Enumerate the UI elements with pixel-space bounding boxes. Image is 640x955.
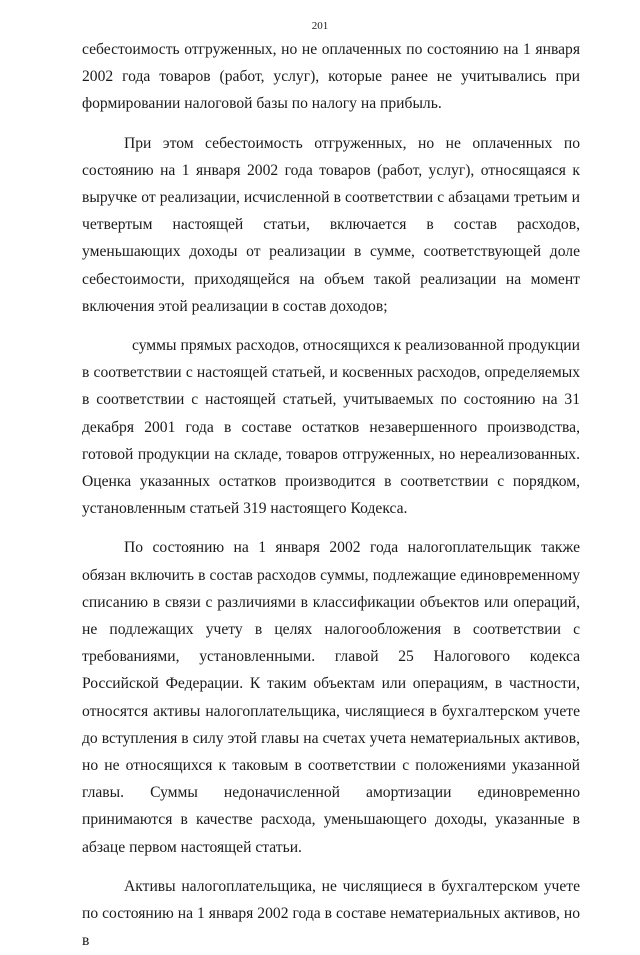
document-body [82,36,580,955]
paragraph-continuation: себестоимость отгруженных, но не оплаченных по состоянию на 1 января 2002 года товаров (работ, услуг), которые ранее не учитывались при формировании налоговой базы по налогу на прибыль. [82,41,580,113]
page-number: 201 [311,20,329,32]
paragraph-taxpayer-assets: Активы налогоплательщика, не числящиеся в бухгалтерском учете по состоянию на 1 января 2002 года в составе нематериальных активов, но в [82,877,580,950]
paragraph-taxpayer-obligation: По состоянию на 1 января 2002 года налогоплательщик также обязан включить в состав расходов суммы, подлежащие единовременному списанию в связи с различиями в классификации объектов или операций, не подлежащих учету в целях налогообложения в соответствии с требованиями, установленными. главой 25 Налогового кодекса Российской Федерации. К таким объектам или операциям, в частности, относятся активы налогоплательщика, числящиеся в бухгалтерском учете до вступления в силу этой главы на счетах учета нематериальных активов, но не относящихся к таковым в соответствии с положениями указанной главы. Суммы недоначисленной амортизации единовременно принимаются в качестве расхода, уменьшающего доходы, указанные в абзаце первом настоящей статьи. [82,539,580,856]
paragraph-cost-of-shipped-goods: При этом себестоимость отгруженных, но не оплаченных по состоянию на 1 января 2002 года товаров (работ, услуг), относящаяся к выручке от реализации, исчисленной в соответствии с абзацами третьим и четвертым настоящей статьи, включается в состав расходов, уменьшающих доходы от реализации в сумме, соответствующей доле себестоимости, приходящейся на объем такой реализации на момент включения этой реализации в состав доходов; [82,134,580,315]
paragraph-direct-expenses: суммы прямых расходов, относящихся к реализованной продукции в соответствии с настоящей статьей, и косвенных расходов, определяемых в соответствии с настоящей статьей, учитываемых по состоянию на 31 декабря 2001 года в составе остатков незавершенного производства, готовой продукции на складе, товаров отгруженных, но нереализованных. Оценка указанных остатков производится в соответствии с порядком, установленным статьей 319 настоящего Кодекса. [82,337,580,518]
